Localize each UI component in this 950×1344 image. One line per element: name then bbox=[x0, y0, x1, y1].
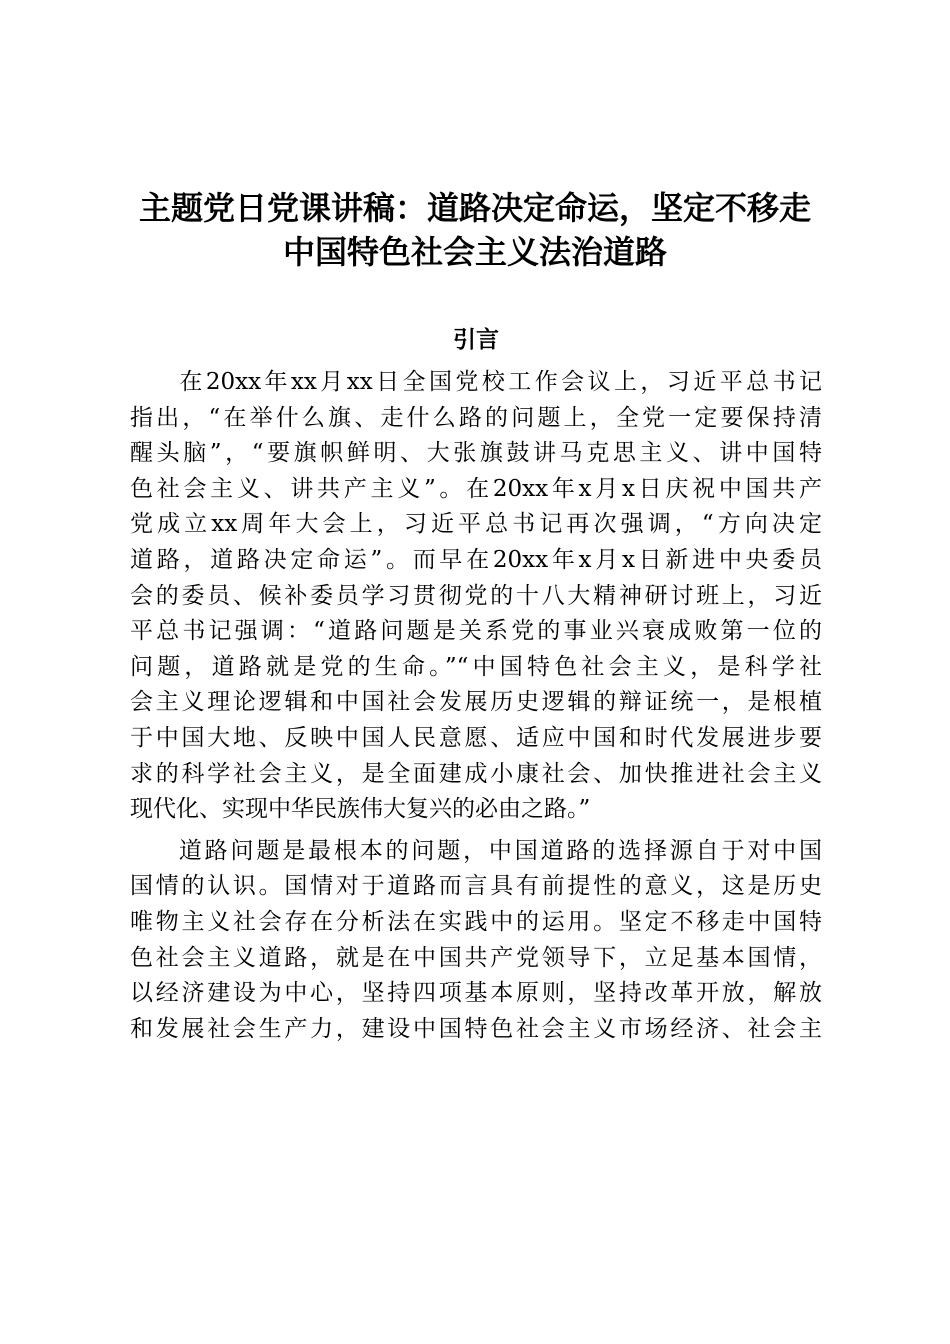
text-line: 会主义理论逻辑和中国社会发展历史逻辑的辩证统一，是根植 bbox=[130, 689, 822, 716]
text-line: 求的科学社会主义，是全面建成小康社会、加快推进社会主义 bbox=[130, 760, 822, 787]
section-heading: 引言 bbox=[453, 327, 499, 353]
document-title bbox=[120, 186, 830, 274]
text-line bbox=[130, 365, 822, 401]
text-line: 和发展社会生产力，建设中国特色社会主义市场经济、社会主 bbox=[130, 1015, 822, 1042]
document-body bbox=[130, 365, 822, 1047]
title-line-1: 主题党日党课讲稿：道路决定命运，坚定不移走 bbox=[138, 189, 811, 227]
text-line bbox=[130, 834, 822, 870]
text-line-content: 在20xx年xx月xx日全国党校工作会议上，习近平总书记 bbox=[176, 369, 822, 395]
text-line: 国情的认识。国情对于道路而言具有前提性的意义，这是历史 bbox=[130, 873, 822, 900]
text-line: 指出，“在举什么旗、走什么路的问题上，全党一定要保持清 bbox=[130, 404, 822, 431]
text-line: 唯物主义社会存在分析法在实践中的运用。坚定不移走中国特 bbox=[130, 908, 822, 935]
title-line-2: 中国特色社会主义法治道路 bbox=[282, 233, 667, 271]
text-line-content: 道路问题是最根本的问题，中国道路的选择源自于对中国 bbox=[176, 837, 822, 864]
text-line: 平总书记强调：“道路问题是关系党的事业兴衰成败第一位的 bbox=[130, 618, 822, 645]
text-line: 醒头脑”，“要旗帜鲜明、大张旗鼓讲马克思主义、讲中国特 bbox=[130, 440, 822, 467]
text-line: 会的委员、候补委员学习贯彻党的十八大精神研讨班上，习近 bbox=[130, 582, 822, 609]
text-line: 于中国大地、反映中国人民意愿、适应中国和时代发展进步要 bbox=[130, 724, 822, 751]
text-line: 色社会主义道路，就是在中国共产党领导下，立足基本国情， bbox=[130, 944, 822, 971]
paragraph-1 bbox=[130, 365, 822, 828]
text-line: 党成立xx周年大会上，习近平总书记再次强调，“方向决定 bbox=[130, 511, 822, 538]
text-line: 以经济建设为中心，坚持四项基本原则，坚持改革开放，解放 bbox=[130, 980, 822, 1007]
text-line: 道路，道路决定命运”。而早在20xx年x月x日新进中央委员 bbox=[130, 546, 822, 573]
text-line: 现代化、实现中华民族伟大复兴的必由之路。” bbox=[130, 796, 591, 823]
text-line: 问题，道路就是党的生命。”“中国特色社会主义，是科学社 bbox=[130, 653, 822, 680]
text-line: 色社会主义、讲共产主义”。在20xx年x月x日庆祝中国共产 bbox=[130, 475, 822, 502]
paragraph-2 bbox=[130, 834, 822, 1048]
